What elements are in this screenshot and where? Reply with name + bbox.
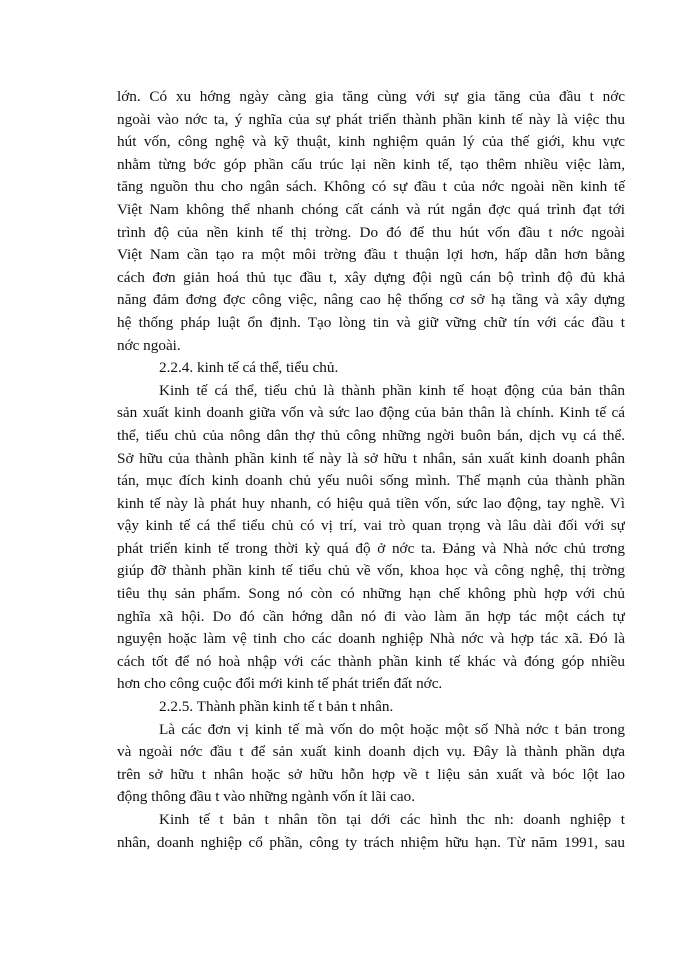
text-line: hơn cho công cuộc đổi mới kinh tế phát triển đất nớc. [117,675,443,693]
text-line: nhân, doanh nghiệp cổ phần, công ty trách nhiệm hữu hạn. Từ năm 1991, sau [117,833,625,851]
text-line: trên sở hữu t nhân hoặc sở hữu hỗn hợp về t liệu sản xuất và bóc lột lao [117,765,625,783]
text-line: cách tốt để nó hoà nhập với các thành phần kinh tế khác và đóng góp nhiều [117,652,625,670]
text-line: nguyện hoặc làm vệ tinh cho các doanh nghiệp Nhà nớc và hợp tác xã. Đó là [117,630,625,648]
paragraph-first-line: Kinh tế t bản t nhân tồn tại dới các hình thc nh: doanh nghiệp t [159,811,625,828]
text-line: giúp đỡ thành phần kinh tế tiểu chủ về vốn, khoa học và công nghệ, thị trờng [117,562,625,580]
text-line: kinh tế này là phát huy nhanh, có hiệu quả tiền vốn, sức lao động, tay nghề. Vì [117,494,625,512]
text-line: Việt Nam cần tạo ra một môi trờng đầu t thuận lợi hơn, hấp dẫn hơn bằng [117,246,625,264]
text-line: thể, tiểu chủ của nông dân thợ thủ công những ngời buôn bán, dịch vụ cá thể. [117,426,625,444]
body-text [117,86,625,854]
text-line: vậy kinh tế cá thể tiểu chủ có vị trí, vai trò quan trọng và lâu dài đối với sự [117,517,625,535]
text-line: năng đảm đơng đợc công việc, nâng cao hệ thống cơ sở hạ tầng và xây dựng [117,291,625,309]
text-line: phát triển kinh tế trong thời kỳ quá độ ở nớc ta. Đảng và Nhà nớc chủ trơng [117,539,625,557]
text-line: tán, mục đích kinh doanh chủ yếu nuôi sống mình. Thế mạnh của thành phần [117,472,625,490]
text-line: Sở hữu của thành phần kinh tế này là sở hữu t nhân, sản xuất kinh doanh phân [117,449,625,467]
text-line: động thông đầu t vào những ngành vốn ít lãi cao. [117,788,416,806]
text-line: tăng nguồn thu cho ngân sách. Không có sự đầu t của nớc ngoài nền kinh tế [117,178,625,196]
text-line: sản xuất kinh doanh giữa vốn và sức lao động của bản thân là chính. Kinh tế cá [117,404,625,422]
text-line: lớn. Có xu hớng ngày càng gia tăng cùng với sự gia tăng của đầu t nớc [117,88,625,105]
text-line: trình độ của nền kinh tế thị trờng. Do đó để thu hút vốn đầu t nớc ngoài [117,223,625,241]
paragraph-first-line: 2.2.4. kinh tế cá thể, tiểu chủ. [159,359,339,377]
text-line: tiêu thụ sản phẩm. Song nó còn có những hạn chế không phù hợp với chủ [117,585,625,603]
text-line: cách đơn giản hoá thủ tục đầu t, xây dựng đội ngũ cán bộ trình độ đủ khả [117,268,625,286]
paragraph-first-line: 2.2.5. Thành phần kinh tế t bản t nhân. [159,698,394,716]
paragraph-first-line: Là các đơn vị kinh tế mà vốn do một hoặc một số Nhà nớc t bản trong [159,720,625,738]
text-line: ngoài vào nớc ta, ý nghĩa của sự phát triển thành phần kinh tế này là việc thu [117,110,625,128]
text-line: nớc ngoài. [117,336,181,354]
text-line: nhằm từng bớc góp phần cấu trúc lại nền kinh tế, tạo thêm nhiều việc làm, [117,155,625,173]
text-line: nghĩa xã hội. Do đó cần hớng dẫn nó đi vào làm ăn hợp tác một cách tự [117,607,625,625]
paragraph-first-line: Kinh tế cá thể, tiểu chủ là thành phần kinh tế hoạt động của bản thân [159,381,625,399]
text-line: hút vốn, công nghệ và kỹ thuật, kinh nghiệm quản lý của thế giới, khu vực [117,133,625,151]
text-line: và ngoài nớc đầu t để sản xuất kinh doanh dịch vụ. Đây là thành phần dựa [117,743,625,761]
text-line: hệ thống pháp luật ổn định. Tạo lòng tin và giữ vững chữ tín với các đầu t [117,313,625,331]
text-line: Việt Nam không thể nhanh chóng cất cánh và rút ngắn đợc quá trình đạt tới [117,200,625,218]
